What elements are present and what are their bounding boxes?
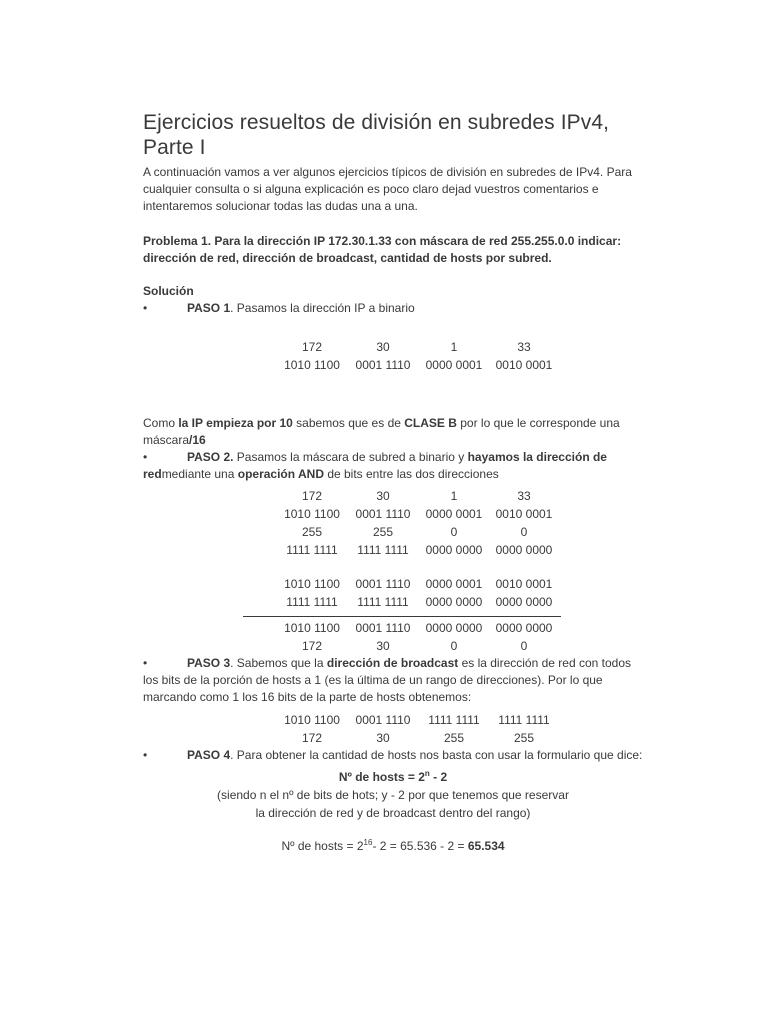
table-row [277, 575, 559, 593]
table-cell: 0000 0001 [425, 358, 483, 372]
bullet-icon: • [143, 301, 148, 315]
table-cell: 1010 1100 [284, 507, 340, 521]
table-row [277, 356, 559, 374]
step-4-text: . Para obtener la cantidad de hosts nos basta con usar la formulario que dice: [230, 748, 643, 762]
step-1-label: PASO 1 [187, 301, 231, 315]
table-cell: 1111 1111 [357, 543, 409, 557]
table-cell: 172 [301, 731, 323, 745]
step-1-text: . Pasamos la dirección IP a binario [230, 301, 415, 315]
page-title: Ejercicios resueltos de división en subredes IPv4, Parte I [143, 111, 610, 159]
class-note-bold: /16 [189, 433, 206, 447]
table-row [277, 619, 559, 637]
class-note-bold: CLASE B [404, 416, 457, 430]
table-cell: 0001 1110 [355, 507, 411, 521]
bullet-icon: • [143, 656, 148, 670]
bullet-icon: • [143, 450, 148, 464]
table-cell: 0 [520, 525, 528, 539]
table-row [277, 487, 559, 505]
table-cell: 1111 1111 [286, 595, 338, 609]
table-cell: 1111 1111 [428, 713, 480, 727]
step-1 [143, 300, 643, 317]
table-cell: 172 [301, 340, 323, 354]
table-cell: 0000 0000 [425, 595, 483, 609]
table-cell: 255 [513, 731, 535, 745]
problem-statement [143, 233, 643, 267]
step-3 [143, 655, 643, 706]
table-cell: 1 [450, 489, 458, 503]
intro-paragraph: A continuación vamos a ver algunos ejercicios típicos de división en subredes de IPv4. Para cualquier consulta o si alguna explicación es poco claro dejad vuestros comentarios e intentaremos solucionar todas las dudas una a una. [143, 165, 632, 213]
document-body [143, 110, 643, 855]
table-row [277, 637, 559, 655]
calc-text: - 2 = 65.536 - 2 = [372, 839, 468, 853]
mask-binary-table [277, 487, 559, 559]
step-4-label: PASO 4 [187, 748, 231, 762]
table-cell: 1010 1100 [284, 358, 340, 372]
table-row [277, 711, 559, 729]
table-cell: 1111 1111 [286, 543, 338, 557]
table-cell: 0001 1110 [355, 621, 411, 635]
table-cell: 1 [450, 340, 458, 354]
table-cell: 255 [372, 525, 394, 539]
table-cell: 0010 0001 [495, 358, 553, 372]
step-3-bold: dirección de broadcast [326, 656, 459, 670]
hosts-calculation [133, 837, 653, 855]
formula-exponent: n [424, 769, 430, 778]
hosts-formula [133, 768, 653, 786]
table-cell: 255 [443, 731, 465, 745]
divider-line [243, 616, 561, 617]
formula-note: la dirección de red y de broadcast dentro del rango) [255, 806, 531, 820]
table-cell: 0000 0000 [495, 543, 553, 557]
problem-label: Problema 1 [143, 234, 208, 248]
table-cell: 30 [376, 731, 390, 745]
table-cell: 33 [517, 340, 531, 354]
table-cell: 172 [301, 489, 323, 503]
class-note-text: por lo que le corresponde una máscara [143, 416, 620, 447]
step-2-text: de bits entre las dos direcciones [323, 467, 499, 481]
network-address-table [277, 619, 559, 655]
table-row [277, 338, 559, 356]
step-2-label: PASO 2. [187, 450, 234, 464]
formula-text: - 2 [429, 770, 448, 784]
table-cell: 1010 1100 [284, 577, 340, 591]
table-cell: 0000 0000 [425, 543, 483, 557]
table-cell: 0 [450, 525, 458, 539]
formula-note: (siendo n el nº de bits de hots; y - 2 por que tenemos que reservar [217, 788, 569, 802]
table-cell: 0000 0000 [495, 621, 553, 635]
table-row [277, 505, 559, 523]
calc-exponent: 16 [363, 838, 373, 847]
table-row [277, 523, 559, 541]
step-3-label: PASO 3 [187, 656, 231, 670]
table-cell: 1111 1111 [357, 595, 409, 609]
step-4 [143, 747, 643, 764]
table-cell: 0010 0001 [495, 577, 553, 591]
table-cell: 0 [450, 639, 458, 653]
table-cell: 0000 0000 [425, 621, 483, 635]
table-cell: 255 [301, 525, 323, 539]
step-3-text: . Sabemos que la [230, 656, 327, 670]
step-2 [143, 449, 643, 483]
table-cell: 1010 1100 [284, 621, 340, 635]
table-cell: 0001 1110 [355, 358, 411, 372]
table-row [277, 541, 559, 559]
step-2-text: mediante una [161, 467, 238, 481]
class-note-text: Como [143, 416, 179, 430]
ip-binary-table [277, 338, 559, 374]
table-cell: 1111 1111 [498, 713, 550, 727]
table-cell: 30 [376, 489, 390, 503]
table-row [277, 729, 559, 747]
calc-result: 65.534 [467, 839, 505, 853]
table-row [277, 593, 559, 611]
table-cell: 0001 1110 [355, 713, 411, 727]
class-note-bold: la IP empieza por 10 [178, 416, 293, 430]
formula-text: Nº de hosts = 2 [338, 770, 425, 784]
table-cell: 0000 0001 [425, 577, 483, 591]
table-cell: 30 [376, 340, 390, 354]
table-cell: 1010 1100 [284, 713, 340, 727]
step-3-text: es la dirección de red con todos los bits de la porción de hosts a 1 (es la última de un rango de direcciones). Por lo que marcando como 1 los 16 bits de la parte de hosts obtenemos: [143, 656, 632, 704]
step-2-bold: operación AND [237, 467, 324, 481]
table-cell: 172 [301, 639, 323, 653]
calc-text: Nº de hosts = 2 [281, 839, 364, 853]
table-cell: 0000 0000 [495, 595, 553, 609]
step-2-text: Pasamos la máscara de subred a binario y [233, 450, 468, 464]
step-2-bold: hayamos la dirección de red [143, 450, 607, 481]
table-cell: 33 [517, 489, 531, 503]
table-cell: 0000 0001 [425, 507, 483, 521]
table-cell: 0010 0001 [495, 507, 553, 521]
class-note [143, 415, 643, 449]
broadcast-table [277, 711, 559, 747]
and-operation-table [277, 575, 559, 611]
solution-heading: Solución [143, 284, 194, 298]
table-cell: 30 [376, 639, 390, 653]
problem-text: . Para la dirección IP 172.30.1.33 con máscara de red 255.255.0.0 indicar: dirección de red, dirección de broadcast, cantidad de hosts por subred. [143, 234, 622, 265]
bullet-icon: • [143, 748, 148, 762]
table-cell: 0 [520, 639, 528, 653]
table-cell: 0001 1110 [355, 577, 411, 591]
class-note-text: sabemos que es de [292, 416, 405, 430]
